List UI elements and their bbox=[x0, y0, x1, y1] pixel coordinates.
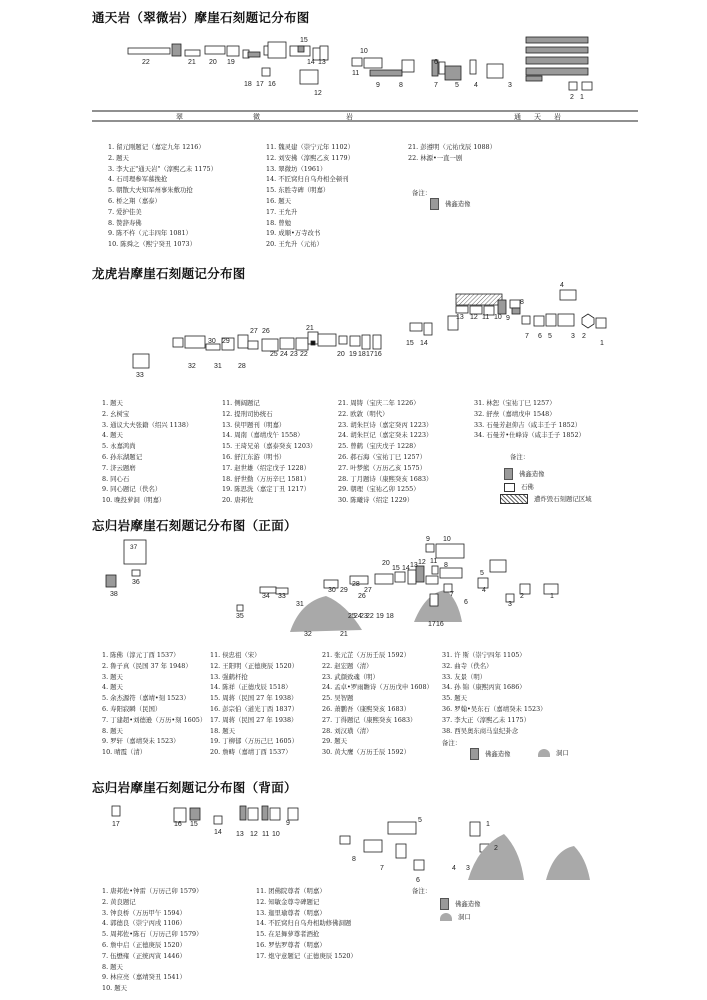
legend-entry: 7. 伍懋雍（正统丙寅 1446） bbox=[102, 951, 186, 960]
map-label: 15 bbox=[406, 340, 414, 347]
map-label: 21 bbox=[340, 631, 348, 638]
section-3-legend-col-2 bbox=[210, 650, 298, 758]
legend-entry: 4. 题天 bbox=[102, 683, 123, 692]
map-label: 4 bbox=[474, 82, 478, 89]
map-label: 5 bbox=[418, 817, 422, 824]
legend-entry: 9. 林应亮（嘉靖癸丑 1541） bbox=[102, 973, 186, 982]
legend-entry: 7. 爱护佳美 bbox=[108, 207, 142, 216]
legend-entry: 4. 石司理参军慕挽抢 bbox=[108, 175, 168, 184]
legend-entry: 17. 周蒋（民国 27 年 1938） bbox=[210, 715, 298, 724]
map-section-2-labels bbox=[136, 282, 604, 379]
legend-entry: 30. 黄大鹰（万历壬辰 1592） bbox=[322, 748, 411, 757]
map-label: 3 bbox=[508, 601, 512, 608]
legend-entry: 2. 幺树宝 bbox=[102, 409, 130, 418]
map-label: 13 bbox=[236, 831, 244, 838]
legend-entry: 9. 陈不杵（元丰四年 1081） bbox=[108, 229, 192, 238]
legend-entry: 22. 欧敦（明代） bbox=[338, 409, 389, 418]
stone-buddha-swatch-icon bbox=[504, 483, 515, 492]
map-label: 11 bbox=[482, 314, 490, 321]
legend-entry: 3. 题天 bbox=[102, 672, 123, 681]
legend-entry: 18. 曾勉 bbox=[266, 218, 291, 227]
map-label: 10 bbox=[443, 536, 451, 543]
legend-entry: 14. 不匠窝归自乌舟相全顿刊 bbox=[266, 175, 349, 184]
legend-entry: 1. 题天 bbox=[102, 399, 123, 407]
map-label: 22 bbox=[366, 613, 374, 620]
key-label: 洞口 bbox=[556, 749, 569, 757]
legend-entry: 24. 胡朱巨记（嘉定癸未 1223） bbox=[338, 431, 433, 440]
legend-entry: 8. 题天 bbox=[102, 962, 123, 971]
map-label: 14 bbox=[402, 565, 410, 572]
map-label: 31 bbox=[296, 601, 304, 608]
map-label: 10 bbox=[272, 831, 280, 838]
legend-entry: 1. 唐邦佐•钟雷（万历己卯 1579） bbox=[102, 887, 203, 895]
legend-entry: 28. 丁月题诗（康熙癸亥 1683） bbox=[338, 474, 433, 483]
map-label: 8 bbox=[399, 82, 403, 89]
legend-entry: 7. 济云题磨 bbox=[102, 463, 136, 472]
section-1-key-statue bbox=[430, 198, 471, 210]
map-label: 33 bbox=[136, 372, 144, 379]
map-label: 18 bbox=[386, 613, 394, 620]
section-3-legend-col-3 bbox=[322, 650, 433, 758]
key-label: 佛鑫造像 bbox=[485, 750, 511, 758]
map-label: 9 bbox=[286, 820, 290, 827]
map-label: 15 bbox=[190, 821, 198, 828]
legend-entry: 18. 题天 bbox=[210, 726, 235, 735]
legend-entry: 4. 题天 bbox=[102, 431, 123, 440]
legend-entry: 36. 罗翰•吴东石（嘉靖癸未 1523） bbox=[442, 704, 547, 713]
map-label: 38 bbox=[110, 591, 118, 598]
map-label: 14 bbox=[214, 829, 222, 836]
map-label: 17 bbox=[366, 351, 374, 358]
map-label: 36 bbox=[132, 579, 140, 586]
legend-entry: 6. 桥之翔（嘉泰） bbox=[108, 196, 161, 205]
map-label: 28 bbox=[352, 581, 360, 588]
map-label: 15 bbox=[300, 37, 308, 44]
map-label: 7 bbox=[525, 333, 529, 340]
map-label: 12 bbox=[250, 831, 258, 838]
legend-entry: 1. 留元刚题记（嘉定九年 1216） bbox=[108, 143, 205, 151]
section-4-title: 忘归岩摩崖石刻题记分布图（背面） bbox=[92, 780, 297, 795]
map-label: 35 bbox=[236, 613, 244, 620]
map-label: 14 bbox=[307, 59, 315, 66]
map-label: 19 bbox=[376, 613, 384, 620]
legend-entry: 33. 石曼芳赵仰吉（咸丰壬子 1852） bbox=[474, 420, 582, 429]
map-label: 10 bbox=[494, 314, 502, 321]
legend-entry: 11. 侧阔题记 bbox=[222, 399, 260, 407]
map-label: 21 bbox=[306, 325, 314, 332]
map-label: 11 bbox=[262, 831, 270, 838]
map-label: 1 bbox=[580, 94, 584, 101]
legend-entry: 12. 王阳明（正德庚辰 1520） bbox=[210, 661, 299, 670]
map-label: 28 bbox=[238, 363, 246, 370]
ground-label: 岩 bbox=[554, 114, 561, 121]
map-label: 20 bbox=[382, 560, 390, 567]
legend-entry: 21. 张元芷（万历壬辰 1592） bbox=[322, 651, 411, 659]
ground-label: 微 bbox=[253, 114, 260, 121]
section-4-legend-col-1 bbox=[102, 886, 203, 994]
legend-entry: 11. 侯忠祖（宋） bbox=[210, 651, 261, 659]
legend-entry: 22. 赵宏题（清） bbox=[322, 661, 373, 670]
legend-entry: 25. 吴智题 bbox=[322, 694, 354, 703]
map-label: 19 bbox=[227, 59, 235, 66]
map-label: 9 bbox=[426, 536, 430, 543]
legend-entry: 38. 西吴奥东商马皇纪卦念 bbox=[442, 726, 519, 735]
map-label: 22 bbox=[142, 59, 150, 66]
map-label: 5 bbox=[548, 333, 552, 340]
section-4-key-statue bbox=[440, 898, 481, 910]
legend-entry: 12. 知敏金尊寺碑题记 bbox=[256, 897, 320, 906]
section-3-legend-col-4 bbox=[442, 650, 547, 736]
map-label: 37 bbox=[130, 544, 138, 551]
map-label: 7 bbox=[450, 591, 454, 598]
section-1-note-label: 备注： bbox=[412, 189, 432, 197]
map-label: 30 bbox=[208, 338, 216, 345]
legend-entry: 20. 王允升（元祐） bbox=[266, 240, 323, 249]
map-label: 1 bbox=[600, 340, 604, 347]
legend-entry: 27. 叶梦熊（万历乙亥 1575） bbox=[338, 463, 427, 472]
map-section-4-labels bbox=[112, 817, 498, 884]
key-label: 佛鑫造像 bbox=[455, 900, 481, 908]
legend-entry: 30. 陈曦诗（绍定 1229） bbox=[338, 496, 414, 505]
legend-entry: 27. 丁得题记（康熙癸亥 1683） bbox=[322, 715, 417, 724]
map-label: 33 bbox=[278, 593, 286, 600]
legend-entry: 16. 舒江东游（明书） bbox=[222, 452, 286, 461]
statue-swatch-icon bbox=[504, 468, 513, 480]
section-4-key-cave bbox=[440, 912, 471, 921]
map-label: 25 bbox=[270, 351, 278, 358]
legend-entry: 21. 彭遵明（元祐戊辰 1088） bbox=[408, 143, 497, 151]
map-label: 30 bbox=[328, 587, 336, 594]
map-label: 22 bbox=[300, 351, 308, 358]
map-label: 17 bbox=[112, 821, 120, 828]
map-label: 6 bbox=[538, 333, 542, 340]
section-4-note-label: 备注： bbox=[412, 887, 432, 895]
key-label: 佛鑫造像 bbox=[445, 200, 471, 208]
map-label: 5 bbox=[480, 570, 484, 577]
legend-entry: 20. 詹畴（嘉靖丁酉 1537） bbox=[210, 748, 292, 757]
key-label: 佛鑫造像 bbox=[519, 470, 545, 478]
map-label: 9 bbox=[506, 315, 510, 322]
legend-entry: 15. 周蒋（民国 27 年 1938） bbox=[210, 694, 298, 703]
section-1-legend-col-1 bbox=[108, 142, 217, 250]
section-2-note-label: 备注： bbox=[510, 453, 530, 461]
map-section-3 bbox=[106, 540, 558, 632]
section-3-note-label: 备注： bbox=[442, 739, 462, 747]
legend-entry: 6. 詹中启（正德庚辰 1520） bbox=[102, 940, 186, 949]
map-label: 20 bbox=[337, 351, 345, 358]
legend-entry: 16. 题天 bbox=[266, 196, 291, 205]
key-label: 石佛 bbox=[521, 483, 534, 491]
cave-entrance-swatch-icon bbox=[440, 913, 452, 921]
legend-entry: 28. 刘汉璜（清） bbox=[322, 726, 373, 735]
map-label: 27 bbox=[250, 328, 258, 335]
legend-entry: 19. 成顺•万寺改书 bbox=[266, 229, 321, 238]
legend-entry: 9. 罗轩（嘉靖癸未 1523） bbox=[102, 737, 180, 746]
map-label: 3 bbox=[508, 82, 512, 89]
legend-entry: 10. 晴霞（清） bbox=[102, 748, 147, 757]
map-label: 24 bbox=[280, 351, 288, 358]
legend-entry: 8. 同心石 bbox=[102, 474, 130, 483]
legend-entry: 3. 钟良桥（万历甲午 1594） bbox=[102, 908, 186, 917]
map-label: 13 bbox=[456, 314, 464, 321]
legend-entry: 2. 鲁子真（民国 37 年 1948） bbox=[102, 661, 192, 670]
map-label: 10 bbox=[360, 48, 368, 55]
legend-entry: 26. 萧鹏吾（康熙癸亥 1683） bbox=[322, 704, 411, 713]
legend-entry: 6. 孙东湖题记 bbox=[102, 452, 143, 461]
map-label: 32 bbox=[188, 363, 196, 370]
map-section-4 bbox=[112, 806, 590, 880]
legend-entry: 4. 郭德良（崇宁丙戌 1106） bbox=[102, 919, 186, 928]
section-2-legend-col-3 bbox=[338, 398, 432, 506]
legend-entry: 12. 提刑司协统石 bbox=[222, 409, 273, 418]
legend-entry: 15. 东胜寺碑（明嘉） bbox=[266, 186, 330, 195]
map-label: 7 bbox=[380, 865, 384, 872]
legend-entry: 5. 余杰源符（嘉靖•刻 1523） bbox=[102, 694, 190, 703]
legend-entry: 8. 赞辞寿佛 bbox=[108, 218, 142, 227]
map-label: 7 bbox=[434, 82, 438, 89]
ground-label: 通 bbox=[514, 114, 521, 121]
legend-entry: 22. 林源•一直一剧 bbox=[408, 153, 463, 162]
legend-entry: 5. 周邦佐•陈石（万历己卯 1579） bbox=[102, 930, 203, 939]
section-2-legend-col-1 bbox=[102, 398, 192, 506]
section-1-legend-col-3 bbox=[408, 142, 496, 164]
legend-entry: 7. 丁建超•刘德逊（万历•刻 1605） bbox=[102, 715, 207, 724]
legend-entry: 34. 孙 锦（康熙丙寅 1686） bbox=[442, 683, 526, 692]
map-label: 8 bbox=[352, 856, 356, 863]
legend-entry: 31. 许 斯（崇宁四年 1105） bbox=[442, 651, 526, 659]
legend-entry: 10. 晚投萝洞（明嘉） bbox=[102, 496, 166, 505]
section-1-legend-col-2 bbox=[266, 142, 354, 250]
legend-entry: 9. 同心题记（佚名） bbox=[102, 485, 162, 494]
map-label: 8 bbox=[444, 562, 448, 569]
map-label: 6 bbox=[464, 599, 468, 606]
section-3-key-cave bbox=[538, 748, 569, 757]
map-label: 18 bbox=[358, 351, 366, 358]
map-label: 9 bbox=[376, 82, 380, 89]
map-label: 13 bbox=[410, 562, 418, 569]
map-label: 1 bbox=[550, 593, 554, 600]
map-label: 4 bbox=[452, 865, 456, 872]
map-label: 14 bbox=[420, 340, 428, 347]
map-label: 12 bbox=[470, 314, 478, 321]
legend-entry: 3. 李大正"通天岩"（淳熙乙未 1175） bbox=[108, 164, 217, 173]
map-label: 11 bbox=[430, 558, 438, 565]
map-label: 15 bbox=[392, 565, 400, 572]
legend-entry: 16. 罗怙罗尊者（明嘉） bbox=[256, 940, 326, 949]
map-label: 4 bbox=[482, 587, 486, 594]
legend-entry: 18. 舒世勤（万历辛巳 1581） bbox=[222, 474, 311, 483]
map-label: 2 bbox=[494, 845, 498, 852]
map-label: 21 bbox=[188, 59, 196, 66]
ground-label: 岩 bbox=[346, 114, 353, 121]
map-label: 4 bbox=[560, 282, 564, 289]
legend-entry: 5. 永嘉鸿尚 bbox=[102, 442, 136, 451]
legend-entry: 8. 题天 bbox=[102, 726, 123, 735]
legend-entry: 26. 郝石海（宝祐丁巳 1257） bbox=[338, 452, 427, 461]
map-label: 31 bbox=[214, 363, 222, 370]
map-label: 17 bbox=[428, 621, 436, 628]
map-label: 26 bbox=[358, 593, 366, 600]
map-label: 13 bbox=[318, 59, 326, 66]
section-2-title: 龙虎岩摩崖石刻题记分布图 bbox=[92, 266, 246, 281]
legend-entry: 5. 朝散大夫知军州事朱敷功抢 bbox=[108, 186, 193, 195]
section-3-legend-col-1 bbox=[102, 650, 206, 758]
map-label: 16 bbox=[436, 621, 444, 628]
legend-entry: 11. 魏灵建（崇宁元年 1102） bbox=[266, 143, 355, 151]
key-label: 洞口 bbox=[458, 913, 471, 921]
map-label: 20 bbox=[209, 59, 217, 66]
statue-swatch-icon bbox=[430, 198, 439, 210]
legend-entry: 25. 曾鹤（宝庆戊子 1228） bbox=[338, 442, 420, 451]
map-label: 12 bbox=[418, 559, 426, 566]
map-label: 23 bbox=[290, 351, 298, 358]
map-label: 6 bbox=[416, 877, 420, 884]
map-label: 16 bbox=[174, 821, 182, 828]
legend-entry: 23. 胡朱巨诗（嘉定癸丙 1223） bbox=[338, 420, 433, 429]
section-2-key-stone bbox=[504, 482, 534, 492]
map-label: 2 bbox=[570, 94, 574, 101]
map-label: 8 bbox=[520, 299, 524, 306]
legend-entry: 10. 题天 bbox=[102, 984, 127, 993]
legend-entry: 14. 陈祥（正德戊辰 1518） bbox=[210, 683, 292, 692]
legend-entry: 33. 友景（明） bbox=[442, 672, 487, 681]
map-label: 34 bbox=[262, 593, 270, 600]
statue-swatch-icon bbox=[470, 748, 479, 760]
legend-entry: 13. 侠甲题刊（明嘉） bbox=[222, 420, 286, 429]
map-label: 17 bbox=[256, 81, 264, 88]
legend-entry: 3. 通议大夫张籍（绍兴 1138） bbox=[102, 420, 193, 429]
hatched-area-swatch-icon bbox=[500, 494, 528, 504]
legend-entry: 16. 彭宗伯（道光丁酉 1837） bbox=[210, 704, 299, 713]
legend-entry: 6. 寿阳寂瞬（民国） bbox=[102, 704, 162, 713]
map-label: 29 bbox=[340, 587, 348, 594]
legend-entry: 35. 题天 bbox=[442, 694, 467, 703]
statue-swatch-icon bbox=[440, 898, 449, 910]
legend-entry: 32. 曲寺（佚名） bbox=[442, 661, 493, 670]
section-2-key-hatch bbox=[500, 494, 592, 504]
legend-entry: 17. 王允升 bbox=[266, 207, 298, 216]
legend-entry: 15. 王琦兄弟（嘉泰癸亥 1203） bbox=[222, 442, 317, 451]
legend-entry: 14. 不匠窝归自乌舟相助修佛洞题 bbox=[256, 919, 352, 928]
legend-entry: 12. 刘安拂（淳熙乙亥 1179） bbox=[266, 153, 355, 162]
map-label: 27 bbox=[364, 587, 372, 594]
section-3-key-statue bbox=[470, 748, 511, 760]
legend-entry: 21. 周铸（宝庆二年 1226） bbox=[338, 399, 420, 407]
cave-entrance-swatch-icon bbox=[538, 749, 550, 757]
legend-entry: 15. 在足舞萝尊者酒抢 bbox=[256, 930, 320, 939]
map-label: 25 bbox=[348, 613, 356, 620]
section-1-title: 通天岩（翠微岩）摩崖石刻题记分布图 bbox=[92, 10, 310, 25]
map-label: 6 bbox=[434, 59, 438, 66]
legend-entry: 31. 林恕（宝祐丁巳 1257） bbox=[474, 399, 556, 407]
map-label: 1 bbox=[486, 821, 490, 828]
legend-entry: 17. 炮守意题记（正德庚辰 1520） bbox=[256, 951, 357, 960]
map-label: 16 bbox=[374, 351, 382, 358]
section-2-legend-col-2 bbox=[222, 398, 316, 506]
legend-entry: 29. 题天 bbox=[322, 737, 347, 746]
map-label: 11 bbox=[352, 70, 360, 77]
legend-entry: 29. 朝理（宝祐乙卯 1255） bbox=[338, 485, 420, 494]
map-label: 26 bbox=[262, 328, 270, 335]
legend-entry: 23. 武颜致魂（明） bbox=[322, 672, 379, 681]
map-label: 5 bbox=[455, 82, 459, 89]
legend-entry: 10. 陈舜之（熙宁癸丑 1073） bbox=[108, 240, 197, 249]
key-label: 遭炸毁石刻题记区域 bbox=[534, 495, 592, 503]
map-label: 3 bbox=[466, 865, 470, 872]
ground-label: 天 bbox=[534, 114, 541, 121]
legend-entry: 19. 陈思洗（嘉定丁丑 1217） bbox=[222, 485, 311, 494]
legend-entry: 13. 迦里瑜尊者（明嘉） bbox=[256, 908, 326, 917]
map-label: 2 bbox=[582, 333, 586, 340]
map-label: 23 bbox=[360, 613, 368, 620]
legend-entry: 11. 团佛院尊者（明嘉） bbox=[256, 887, 326, 895]
map-label: 16 bbox=[268, 81, 276, 88]
legend-entry: 14. 周南（嘉靖戊午 1558） bbox=[222, 431, 304, 440]
map-label: 2 bbox=[520, 593, 524, 600]
legend-entry: 1. 陈佛（淳元丁酉 1537） bbox=[102, 651, 180, 659]
ground-label: 翠 bbox=[176, 114, 183, 121]
map-label: 19 bbox=[349, 351, 357, 358]
section-2-legend-col-4 bbox=[474, 398, 585, 441]
legend-entry: 24. 孟卓•罗雨瞻诗（万历戊申 1608） bbox=[322, 683, 433, 692]
legend-entry: 37. 李大正（淳熙乙未 1175） bbox=[442, 715, 531, 724]
legend-entry: 34. 石曼芳•仕峰诗（咸丰壬子 1852） bbox=[474, 431, 585, 440]
map-label: 32 bbox=[304, 631, 312, 638]
legend-entry: 20. 唐邦佐 bbox=[222, 496, 254, 505]
legend-entry: 13. 强鹤杆抢 bbox=[210, 672, 248, 681]
legend-entry: 13. 翠微坊（1961） bbox=[266, 164, 327, 173]
legend-entry: 2. 黄良题记 bbox=[102, 897, 136, 906]
section-3-title: 忘归岩摩崖石刻题记分布图（正面） bbox=[92, 518, 297, 533]
map-label: 24 bbox=[354, 613, 362, 620]
section-2-key-statue bbox=[504, 468, 545, 480]
map-label: 29 bbox=[222, 338, 230, 345]
legend-entry: 19. 丁柳郁（万历己巳 1605） bbox=[210, 737, 299, 746]
section-4-legend-col-2 bbox=[256, 886, 357, 962]
legend-entry: 32. 舒焘（嘉靖戊申 1548） bbox=[474, 409, 556, 418]
map-label: 12 bbox=[314, 90, 322, 97]
legend-entry: 17. 赵世雄（绍定戊子 1228） bbox=[222, 463, 311, 472]
legend-entry: 2. 题天 bbox=[108, 153, 129, 162]
map-label: 3 bbox=[571, 333, 575, 340]
map-label: 18 bbox=[244, 81, 252, 88]
